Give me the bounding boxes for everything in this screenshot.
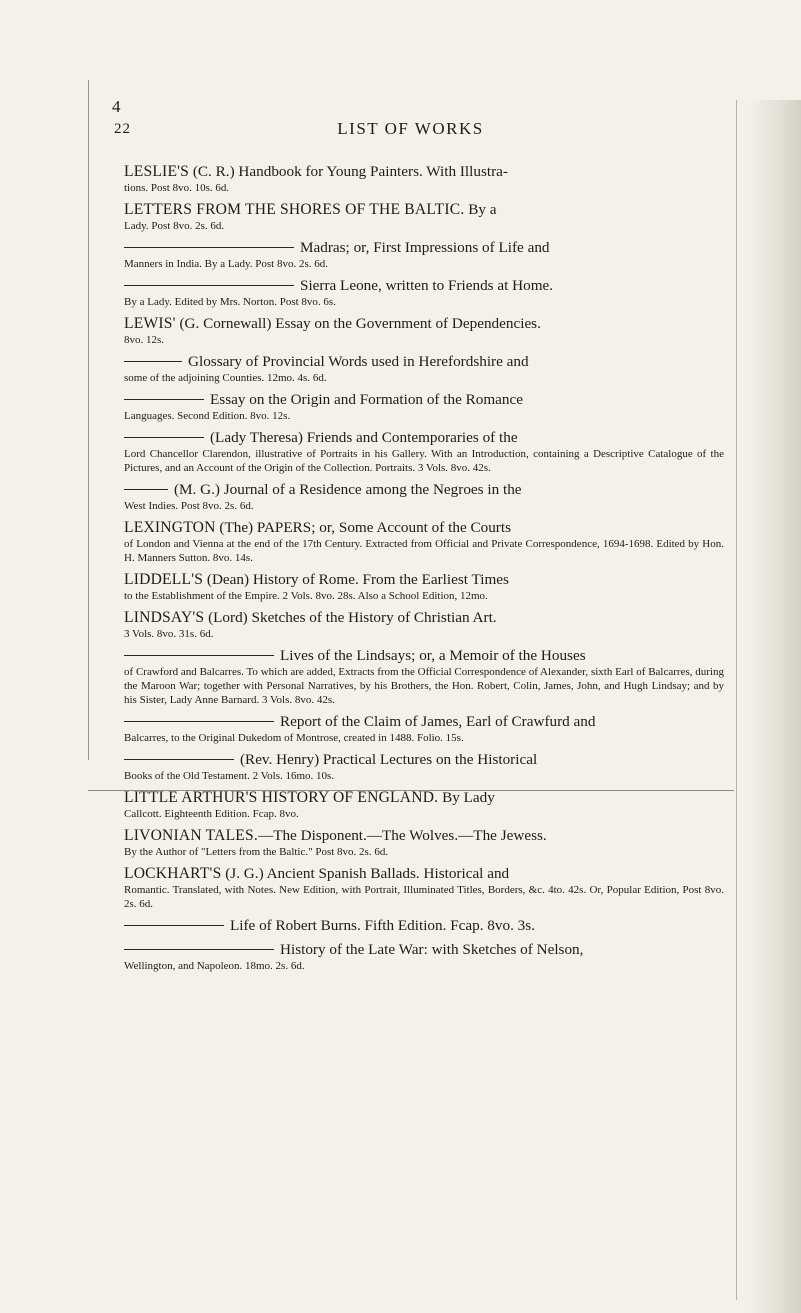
work-title: Report of the Claim of James, Earl of Crawfurd and (280, 713, 596, 730)
entry-heading (124, 712, 724, 731)
catalogue-entry (124, 646, 724, 707)
running-title: LIST OF WORKS (337, 119, 484, 138)
work-title: (J. G.) Ancient Spanish Ballads. Historical and (221, 865, 510, 882)
author-name: LEWIS' (124, 315, 176, 332)
publication-details: Balcarres, to the Original Dukedom of Montrose, created in 1488. Folio. 15s. (124, 732, 464, 744)
entry-heading (124, 390, 724, 409)
publication-details: Romantic. Translated, with Notes. New Edition, with Portrait, Illuminated Titles, Borders, &c. 4to. 42s. Or, Popular Edition, Post 8vo. 2s. 6d. (124, 884, 724, 910)
work-title: By a (464, 201, 497, 218)
work-title: History of the Late War: with Sketches of Nelson, (280, 941, 584, 958)
ditto-rule (124, 489, 168, 490)
publication-details: Callcott. Eighteenth Edition. Fcap. 8vo. (124, 808, 299, 820)
work-title: (Lord) Sketches of the History of Christian Art. (204, 609, 497, 626)
entry-heading (124, 826, 724, 845)
entry-heading (124, 162, 724, 181)
entry-heading (124, 352, 724, 371)
publication-details: Languages. Second Edition. 8vo. 12s. (124, 410, 291, 422)
ditto-rule (124, 285, 294, 286)
publication-details: 3 Vols. 8vo. 31s. 6d. (124, 628, 214, 640)
author-name: LIDDELL'S (124, 571, 204, 588)
ditto-rule (124, 437, 204, 438)
ditto-rule (124, 949, 274, 950)
entry-heading (124, 646, 724, 665)
ditto-rule (124, 925, 224, 926)
author-name: LEXINGTON (124, 519, 216, 536)
catalogue-entry (124, 712, 724, 745)
publication-details: 8vo. 12s. (124, 334, 165, 346)
page-edge-line (736, 100, 737, 1300)
author-name: LETTERS FROM THE SHORES OF THE BALTIC. (124, 201, 465, 218)
work-title: Life of Robert Burns. Fifth Edition. Fcap. 8vo. 3s. (230, 917, 535, 934)
catalogue-entry (124, 940, 724, 973)
ditto-rule (124, 721, 274, 722)
publication-details: of Crawford and Balcarres. To which are added, Extracts from the Official Correspondence of Alexander, sixth Earl of Balcarres, during the Maroon War; together with Personal Narratives, by his Brothers, the Hon. Robert, Colin, James, John, and Hugh Lindsay; and by his Sister, Lady Anne Barnard. 3 Vols. 8vo. 42s. (124, 666, 724, 706)
publication-details: tions. Post 8vo. 10s. 6d. (124, 182, 230, 194)
catalogue-entry (124, 480, 724, 513)
page-edge-shading (749, 100, 801, 1313)
entry-heading (124, 428, 724, 447)
work-title: (C. R.) Handbook for Young Painters. With Illustra- (189, 163, 508, 180)
entry-heading (124, 940, 724, 959)
catalogue-entry (124, 238, 724, 271)
catalogue-entry (124, 428, 724, 475)
publication-details: Lady. Post 8vo. 2s. 6d. (124, 220, 225, 232)
publication-details: of London and Vienna at the end of the 17th Century. Extracted from Official and Private Correspondence, 1694-1698. Edited by Hon. H. Manners Sutton. 8vo. 14s. (124, 538, 724, 564)
catalogue-entry (124, 608, 724, 641)
work-title: Sierra Leone, written to Friends at Home. (300, 277, 554, 294)
publication-details: Wellington, and Napoleon. 18mo. 2s. 6d. (124, 960, 305, 972)
entry-heading (124, 480, 724, 499)
ditto-rule (124, 247, 294, 248)
work-title: —The Disponent.—The Wolves.—The Jewess. (258, 827, 547, 844)
publication-details: By the Author of "Letters from the Baltic." Post 8vo. 2s. 6d. (124, 846, 389, 858)
entry-heading (124, 916, 724, 935)
publication-details: Lord Chancellor Clarendon, illustrative of Portraits in his Gallery. With an Introduction, containing a Descriptive Catalogue of the Pictures, and an Account of the Origin of the Collection. Portraits. 3 Vols. 8vo. 42s. (124, 448, 724, 474)
catalogue-entry (124, 352, 724, 385)
entry-heading (124, 314, 724, 333)
entry-heading (124, 238, 724, 257)
catalogue-entry (124, 750, 724, 783)
catalogue-entry (124, 864, 724, 911)
catalogue-entry (124, 826, 724, 859)
printer-mark: 4 (112, 97, 121, 116)
publication-details: to the Establishment of the Empire. 2 Vols. 8vo. 28s. Also a School Edition, 12mo. (124, 590, 488, 602)
entry-heading (124, 518, 724, 537)
author-name: LIVONIAN TALES. (124, 827, 258, 844)
publication-details: Books of the Old Testament. 2 Vols. 16mo. 10s. (124, 770, 335, 782)
entry-heading (124, 276, 724, 295)
catalogue-entry (124, 200, 724, 233)
entry-heading (124, 864, 724, 883)
author-name: LESLIE'S (124, 163, 190, 180)
work-title: (M. G.) Journal of a Residence among the Negroes in the (174, 481, 522, 498)
publication-details: West Indies. Post 8vo. 2s. 6d. (124, 500, 254, 512)
page-number: 22 (114, 121, 131, 137)
work-title: Lives of the Lindsays; or, a Memoir of the Houses (280, 647, 586, 664)
catalogue-entry (124, 570, 724, 603)
catalogue-entry (124, 788, 724, 821)
work-title: (Lady Theresa) Friends and Contemporaries of the (210, 429, 518, 446)
author-name: LITTLE ARTHUR'S HISTORY OF ENGLAND. (124, 789, 439, 806)
author-name: LINDSAY'S (124, 609, 205, 626)
work-title: Madras; or, First Impressions of Life and (300, 239, 550, 256)
work-title: (Dean) History of Rome. From the Earliest Times (203, 571, 509, 588)
work-title: By Lady (438, 789, 495, 806)
catalogue-entry (124, 518, 724, 565)
entry-heading (124, 750, 724, 769)
work-title: (Rev. Henry) Practical Lectures on the Historical (240, 751, 538, 768)
catalogue-entry (124, 162, 724, 195)
publication-details: some of the adjoining Counties. 12mo. 4s. 6d. (124, 372, 327, 384)
work-title: (The) PAPERS; or, Some Account of the Courts (215, 519, 511, 536)
entry-heading (124, 200, 724, 219)
catalogue-entry (124, 916, 724, 935)
catalogue-entry (124, 390, 724, 423)
entry-heading (124, 608, 724, 627)
catalogue-entry (124, 276, 724, 309)
work-title: Glossary of Provincial Words used in Herefordshire and (188, 353, 529, 370)
ditto-rule (124, 655, 274, 656)
entry-heading (124, 788, 724, 807)
catalogue-entries (124, 162, 724, 978)
catalogue-entry (124, 314, 724, 347)
work-title: Essay on the Origin and Formation of the Romance (210, 391, 523, 408)
publication-details: Manners in India. By a Lady. Post 8vo. 2s. 6d. (124, 258, 328, 270)
author-name: LOCKHART'S (124, 865, 222, 882)
binding-line (88, 80, 89, 760)
work-title: (G. Cornewall) Essay on the Government of Dependencies. (175, 315, 541, 332)
ditto-rule (124, 399, 204, 400)
ditto-rule (124, 759, 234, 760)
publication-details: By a Lady. Edited by Mrs. Norton. Post 8vo. 6s. (124, 296, 336, 308)
entry-heading (124, 570, 724, 589)
ditto-rule (124, 361, 182, 362)
